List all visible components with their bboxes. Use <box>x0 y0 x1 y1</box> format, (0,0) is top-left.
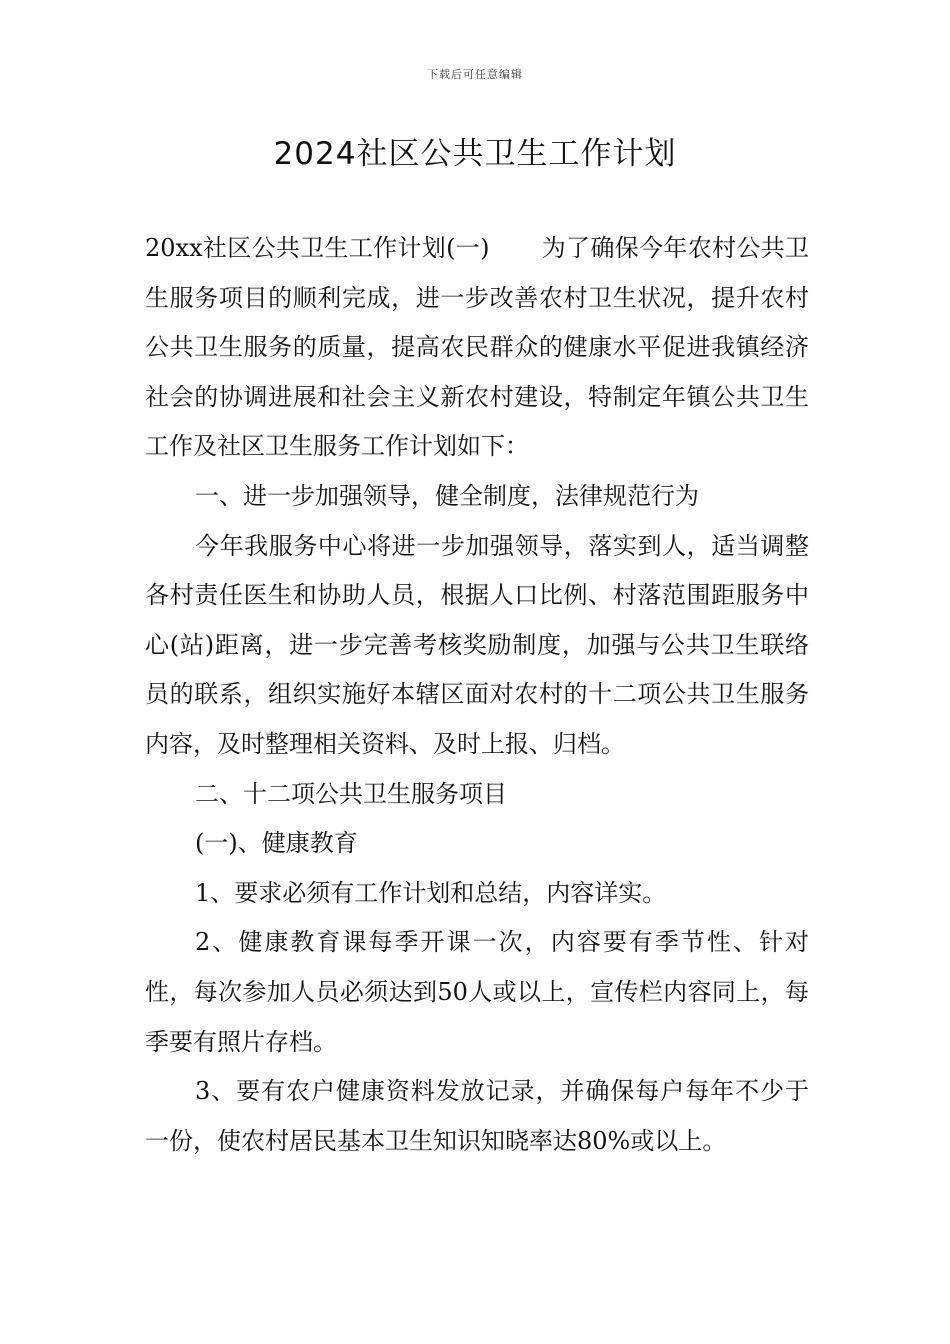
section-heading-1: 一、进一步加强领导，健全制度，法律规范行为 <box>195 481 699 510</box>
subsection-heading-health-education: (一)、健康教育 <box>195 829 358 858</box>
page-header-note: 下载后可任意编辑 <box>427 68 523 81</box>
intro-label: 20xx社区公共卫生工作计划(一) <box>145 234 490 262</box>
document-body <box>145 224 809 1166</box>
intro-paragraph <box>145 224 809 472</box>
list-item-3: 3、要有农户健康资料发放记录，并确保每户每年不少于一份，使农村居民基本卫生知识知晓率达80%或以上。 <box>145 1077 809 1155</box>
list-item-1: 1、要求必须有工作计划和总结，内容详实。 <box>195 878 667 907</box>
intro-text: 为了确保今年农村公共卫生服务项目的顺利完成，进一步改善农村卫生状况，提升农村公共卫生服务的质量，提高农民群众的健康水平促进我镇经济社会的协调进展和社会主义新农村建设，特制定年镇公共卫生工作及社区卫生服务工作计划如下： <box>145 234 809 461</box>
section-1-paragraph: 今年我服务中心将进一步加强领导，落实到人，适当调整各村责任医生和协助人员，根据人口比例、村落范围距服务中心(站)距离，进一步完善考核奖励制度，加强与公共卫生联络员的联系，组织实施好本辖区面对农村的十二项公共卫生服务内容，及时整理相关资料、及时上报、归档。 <box>145 531 809 758</box>
list-item-2: 2、健康教育课每季开课一次，内容要有季节性、针对性，每次参加人员必须达到50人或以上，宣传栏内容同上，每季要有照片存档。 <box>145 928 809 1056</box>
section-heading-2: 二、十二项公共卫生服务项目 <box>195 779 507 808</box>
document-title: 2024社区公共卫生工作计划 <box>273 136 677 172</box>
